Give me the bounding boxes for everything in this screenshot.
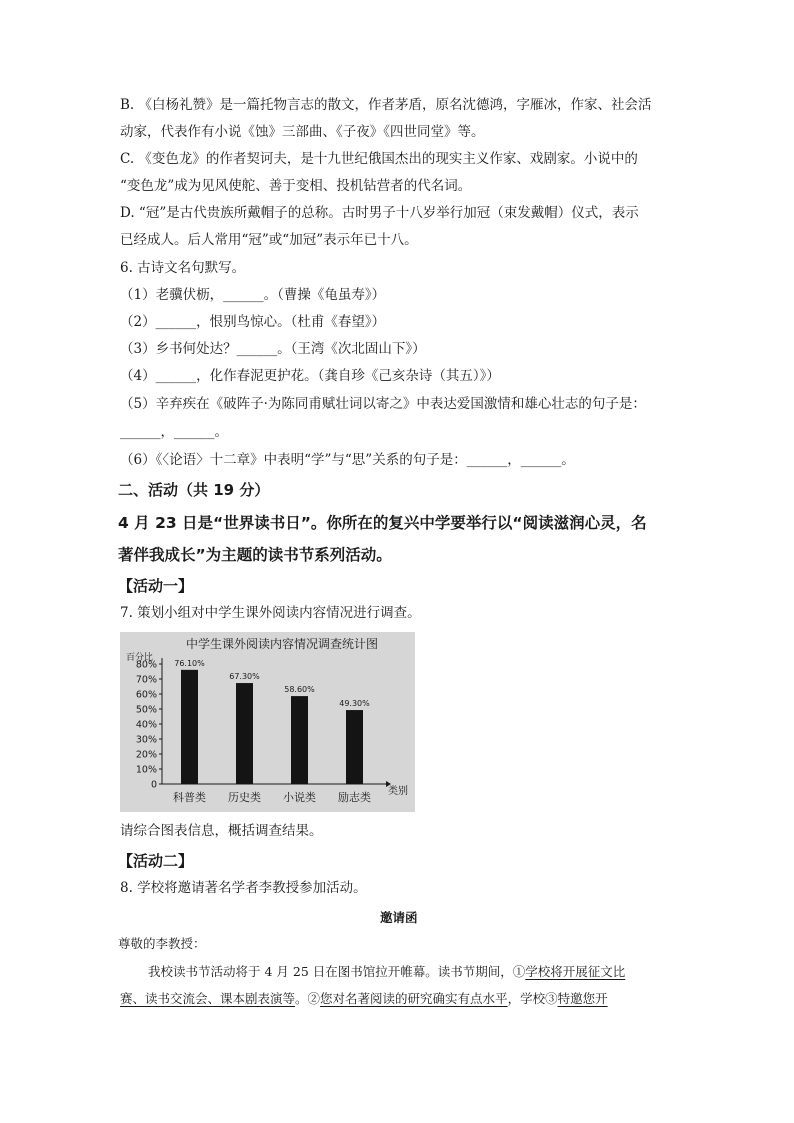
option-d-line1: D. “冠”是古代贵族所戴帽子的总称。古时男子十八岁举行加冠（束发戴帽）仪式，表示: [120, 205, 639, 221]
reading-survey-chart: [120, 632, 415, 812]
question-6-3: （3）乡书何处达？______。（王湾《次北固山下》）: [120, 341, 426, 357]
category-label: 历史类: [228, 791, 261, 804]
value-label: 58.60%: [284, 685, 315, 695]
marker-1: ①: [512, 964, 526, 979]
y-tick-label: 40%: [135, 719, 157, 731]
y-tick-label: 60%: [135, 689, 157, 701]
y-tick-label: 0: [150, 779, 157, 791]
question-6-4: （4）______，化作春泥更护花。（龚自珍《己亥杂诗（其五）》）: [120, 368, 500, 384]
y-tick-label: 30%: [135, 734, 157, 746]
question-6-5: （5）辛弃疾在《破阵子·为陈同甫赋壮词以寄之》中表达爱国激情和雄心壮志的句子是：: [120, 396, 646, 412]
y-tick-label: 10%: [135, 764, 157, 776]
option-c-line1: C. 《变色龙》的作者契诃夫，是十九世纪俄国杰出的现实主义作家、戏剧家。小说中的: [120, 151, 638, 167]
underlined-sentence-1-cont: 赛、读书交流会、课本剧表演等: [120, 991, 296, 1006]
value-labels: [174, 659, 370, 708]
letter-text-1: 我校读书节活动将于 4 月 25 日在图书馆拉开帷幕。读书节期间，: [148, 964, 513, 979]
underlined-sentence-1: 学校将开展征文比: [525, 964, 626, 979]
y-tick-label: 50%: [135, 704, 157, 716]
x-axis-label: 类别: [388, 786, 408, 797]
question-6-5-blanks: ______，______。: [120, 424, 228, 440]
section-2-intro-line1: 4 月 23 日是“世界读书日”。你所在的复兴中学要举行以“阅读滋润心灵，名: [118, 514, 647, 532]
bar-chart-svg: [120, 632, 415, 812]
category-label: 科普类: [173, 791, 206, 804]
marker-2: ②: [307, 991, 321, 1006]
value-label: 49.30%: [339, 699, 370, 709]
y-ticks: [136, 660, 162, 791]
category-label: 小说类: [283, 791, 316, 804]
underlined-sentence-3: 特邀您开: [557, 991, 608, 1006]
underlined-sentence-2: 您对名著阅读的研究确实有点水平: [320, 991, 508, 1006]
value-label: 76.10%: [174, 658, 205, 668]
y-tick-label: 20%: [135, 749, 157, 761]
question-7: 7. 策划小组对中学生课外阅读内容情况进行调查。: [120, 605, 421, 621]
bar-励志类: [346, 710, 363, 784]
option-b-line2: 动家，代表作有小说《蚀》三部曲、《子夜》《四世同堂》等。: [120, 124, 485, 140]
letter-text-2: 。: [295, 991, 308, 1006]
question-7-task: 请综合图表信息，概括调查结果。: [120, 823, 323, 839]
y-tick-label: 70%: [135, 674, 157, 686]
option-c-line2: “变色龙”成为见风使舵、善于变相、投机钻营者的代名词。: [120, 178, 472, 194]
letter-text-3: ，学校: [507, 991, 546, 1006]
option-d-line2: 已经成人。后人常用“冠”或“加冠”表示年已十八。: [120, 232, 418, 248]
y-axis-label: 百分比: [126, 653, 154, 663]
option-b-line1: B. 《白杨礼赞》是一篇托物言志的散文，作者茅盾，原名沈德鸿，字雁冰，作家、社会活: [120, 97, 652, 113]
question-8: 8. 学校将邀请著名学者李教授参加活动。: [120, 880, 367, 896]
activity-2-label: 【活动二】: [118, 852, 194, 870]
letter-paragraph-line2: [120, 989, 608, 1009]
section-2-heading: 二、活动（共 19 分）: [118, 481, 270, 499]
y-tick-label: 80%: [135, 659, 157, 671]
question-6-1: （1）老骥伏枥，______。（曹操《龟虽寿》）: [120, 287, 386, 303]
category-label: 励志类: [338, 791, 371, 804]
marker-3: ③: [545, 991, 558, 1006]
letter-title: 邀请函: [380, 910, 418, 925]
letter-salutation: 尊敬的李教授：: [118, 936, 206, 951]
question-6-6: （6）《〈论语〉十二章》中表明“学”与“思”关系的句子是：______，______。: [120, 452, 575, 468]
activity-1-label: 【活动一】: [118, 577, 194, 595]
section-2-intro-line2: 著伴我成长”为主题的读书节系列活动。: [118, 546, 392, 564]
question-6: 6. 古诗文名句默写。: [120, 260, 246, 276]
bar-小说类: [291, 696, 308, 784]
question-6-2: （2）______，恨别鸟惊心。（杜甫《春望》）: [120, 314, 386, 330]
bar-科普类: [181, 670, 198, 784]
bar-历史类: [236, 683, 253, 784]
chart-title: 中学生课外阅读内容情况调查统计图: [185, 637, 379, 651]
value-label: 67.30%: [229, 672, 260, 682]
category-labels: [173, 790, 371, 804]
letter-paragraph-line1: [148, 962, 625, 982]
bars: [181, 670, 363, 784]
